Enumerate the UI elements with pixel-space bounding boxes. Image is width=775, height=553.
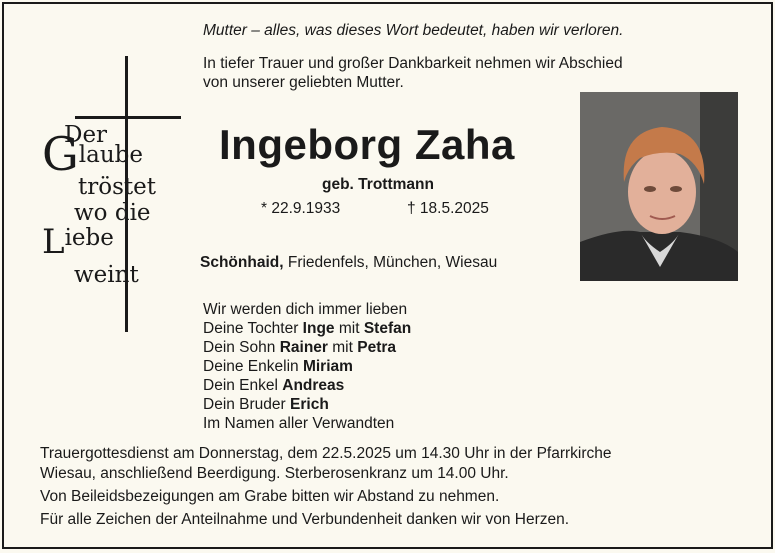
family-line: Dein Bruder Erich <box>203 396 329 413</box>
places-list <box>200 254 497 272</box>
family-line: Deine Tochter Inge mit Stefan <box>203 320 412 337</box>
family-line: Dein Sohn Rainer mit Petra <box>203 339 397 356</box>
verse-initial: G <box>42 127 79 181</box>
family-line: Wir werden dich immer lieben <box>203 301 408 318</box>
intro-text <box>203 54 623 92</box>
birth-date: * 22.9.1933 <box>261 200 341 217</box>
family-line: Dein Enkel Andreas <box>203 377 345 394</box>
thanks-notice: Für alle Zeichen der Anteilnahme und Verbundenheit danken wir von Herzen. <box>40 511 570 528</box>
verse-line <box>42 127 156 181</box>
condolence-notice: Von Beileidsbezeigungen am Grabe bitten wir Abstand zu nehmen. <box>40 488 500 505</box>
obituary-card <box>2 2 773 549</box>
verse-line <box>42 222 156 262</box>
service-info <box>40 444 612 484</box>
service-line: Wiesau, anschließend Beerdigung. Sterberosenkranz um 14.00 Uhr. <box>40 465 509 482</box>
verse-line: tröstet <box>78 174 156 200</box>
deceased-name: Ingeborg Zaha <box>219 121 515 168</box>
place-others: Friedenfels, München, Wiesau <box>283 254 498 271</box>
verse-word: Der <box>64 122 108 148</box>
place-primary: Schönhaid, <box>200 254 284 271</box>
motto-text: Mutter – alles, was dieses Wort bedeutet, haben wir verloren. <box>203 22 624 39</box>
death-date: † 18.5.2025 <box>407 200 489 217</box>
cross-icon-horizontal <box>75 116 181 119</box>
verse-word: laube <box>78 142 143 168</box>
verse-line: weint <box>74 262 139 288</box>
portrait-photo <box>580 92 738 281</box>
maiden-name: geb. Trottmann <box>322 176 434 193</box>
verse-line: wo die <box>74 200 151 226</box>
intro-line: von unserer geliebten Mutter. <box>203 74 404 91</box>
family-list <box>203 300 411 433</box>
faith-verse <box>42 122 156 288</box>
service-line: Trauergottesdienst am Donnerstag, dem 22.5.2025 um 14.30 Uhr in der Pfarrkirche <box>40 445 612 462</box>
verse-initial: L <box>42 222 65 262</box>
intro-line: In tiefer Trauer und großer Dankbarkeit nehmen wir Abschied <box>203 55 623 72</box>
verse-word: iebe <box>64 225 114 251</box>
family-line: Im Namen aller Verwandten <box>203 415 395 432</box>
family-line: Deine Enkelin Miriam <box>203 358 353 375</box>
